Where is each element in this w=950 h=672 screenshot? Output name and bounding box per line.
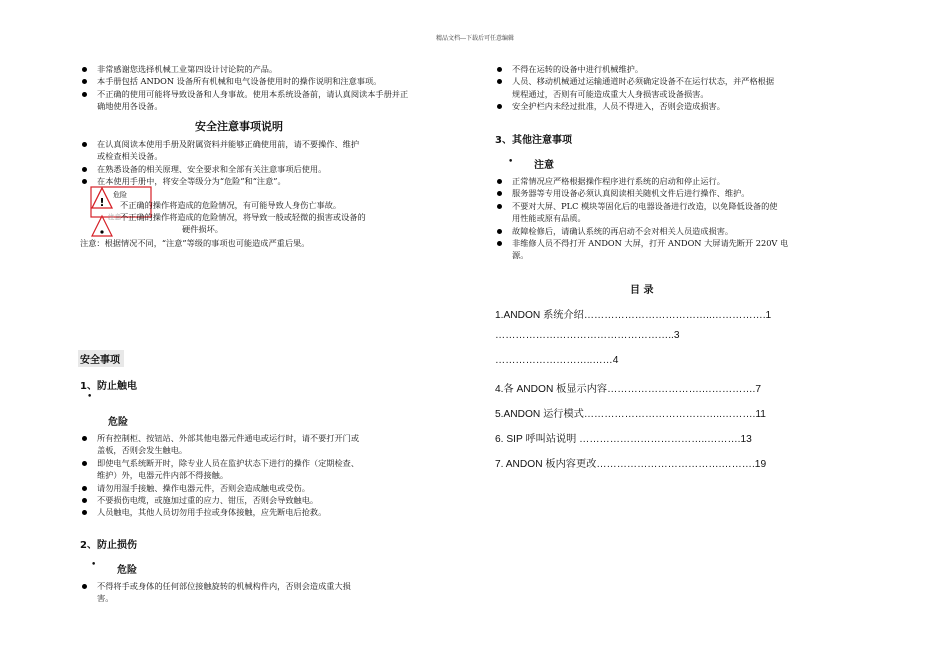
caution-heading: 注意 [534,160,554,171]
danger-label: 危险 [113,191,127,199]
bullet: • [91,560,97,570]
list-item: 服务器等专用设备必须认真阅读相关随机文件后进行操作、维护。 [495,187,875,199]
list-item: 不要损伤电缆，或施加过重的应力、钳压，否则会导致触电。 [80,494,470,506]
list-item: 在本使用手册中，将安全等级分为“危险”和“注意”。 [80,175,470,187]
danger-text: 不正确的操作将造成的危险情况，有可能导致人身伤亡事故。 [120,200,342,210]
list-item: 请勿用湿手接触、操作电器元件，否则会造成触电或受伤。 [80,482,470,494]
list-item-cont: 或检查相关设备。 [97,151,163,162]
list-item-cont: 规程通过，否则有可能造成重大人身损害或设备损害。 [512,88,709,99]
list-item: 不得将手或身体的任何部位接触旋转的机械构件内，否则会造成重大损 [80,580,470,592]
list-item-cont: 用性能或原有品质。 [512,213,586,224]
list-item-cont: 维护）外，电器元件内部不得接触。 [97,470,229,481]
caution-text-cont: 硬件损坏。 [182,224,223,234]
toc-entry: 5.ANDON 运行模式…………………………………..……….11 [495,409,766,420]
intro-list [80,63,470,113]
list-item: 非常感谢您选择机械工业第四设计讨论院的产品。 [80,63,470,75]
right-list [495,63,875,113]
list-item: 不得在运转的设备中进行机械维护。 [495,63,875,75]
subsection-title: 3、其他注意事项 [495,135,572,146]
svg-text:!: ! [99,196,105,209]
list-item-cont: 确地使用各设备。 [97,101,163,112]
list-item-cont: 源。 [512,250,529,261]
list-item: 安全护栏内未经过批准，人员不得进入，否则会造成损害。 [495,100,875,112]
note-text: 注意：根据情况不同，“注意”等级的事项也可能造成严重后果。 [80,238,310,248]
toc-entry: ………………………..……4 [495,355,619,366]
list-item: 非维修人员不得打开 ANDON 大屏，打开 ANDON 大屏请先断开 220V 电 [495,237,875,249]
list-item: 即使电气系统断开时，除专业人员在监护状态下进行的操作（定期检查、 [80,457,470,469]
toc-entry: 6. SIP 呼叫站说明 ………………………………..……….13 [495,434,752,445]
list-item: 正常情况应严格根据操作程序进行系统的启动和停止运行。 [495,175,875,187]
list-item: 不正确的使用可能将导致设备和人身事故。使用本系统设备前，请认真阅读本手册并正 [80,88,470,100]
s3-list [495,175,875,262]
safety-title: 安全注意事项说明 [195,120,283,133]
s1-list [80,432,470,519]
bullet: • [508,157,514,167]
list-item: 故障检修后，请确认系统的再启动不会对相关人员造成损害。 [495,225,875,237]
danger-heading: 危险 [117,565,137,576]
subsection-title: 1、防止触电 [80,381,137,392]
caution-text: 不正确的操作将造成的危险情况，将导致一般或轻微的损害或设备的 [120,212,366,222]
toc-entry: 7. ANDON 板内容更改……………………………….……….19 [495,459,767,470]
danger-heading: 危险 [108,417,128,428]
list-item-cont: 盖板，否则会发生触电。 [97,445,188,456]
list-item-cont: 害。 [97,593,114,604]
toc-entry: 1.ANDON 系统介绍………………………………..…………….1 [495,310,772,321]
toc-title: 目 录 [630,285,654,296]
subsection-title: 2、防止损伤 [80,540,137,551]
bullet: • [87,392,93,402]
s2-list [80,580,470,605]
list-item: 所有控制柜、按钮站、外部其他电器元件通电或运行时，请不要打开门或 [80,432,470,444]
section-title: 安全事项 [78,350,124,367]
list-item: 在熟悉设备的相关原理、安全要求和全部有关注意事项后使用。 [80,163,470,175]
safety-list [80,138,470,188]
list-item: 人员触电，其他人员切勿用手拉或身体接触，应先断电后抢救。 [80,506,470,518]
page-header: 精品文档---下载后可任意编辑 [435,35,515,42]
toc-entry: 4.各 ANDON 板显示内容……………………….…………….7 [495,384,762,395]
toc-entry: ……………………………………………..3 [495,330,680,341]
caution-label: 注意 [108,213,121,221]
list-item: 不要对大屏、PLC 模块等固化后的电器设备进行改造，以免降低设备的使 [495,200,875,212]
list-item: 本手册包括 ANDON 设备所有机械和电气设备使用时的操作说明和注意事项。 [80,75,470,87]
list-item: 在认真阅读本使用手册及附属资料并能够正确使用前，请不要操作、维护 [80,138,470,150]
list-item: 人员、移动机械通过运输通道时必须确定设备不在运行状态，并严格根据 [495,75,875,87]
